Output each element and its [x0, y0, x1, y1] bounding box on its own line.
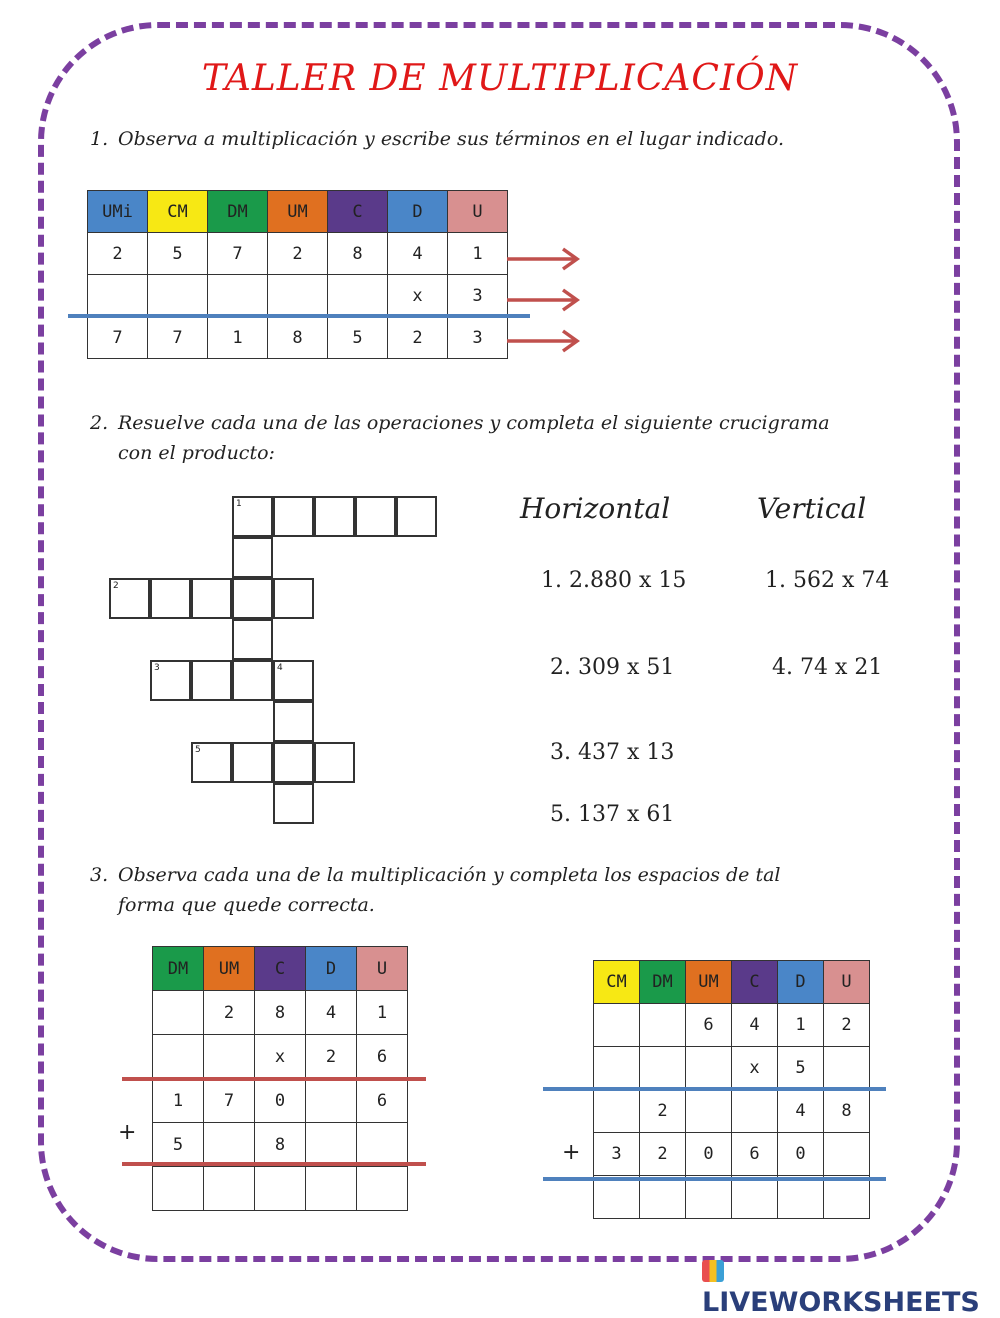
horizontal-clue-5: 5. 137 x 61	[550, 802, 675, 827]
header-dm: DM	[640, 961, 686, 1004]
question-3-number: 3.	[90, 864, 109, 886]
cell-r1-c1[interactable]	[148, 275, 208, 317]
crossword-cell[interactable]	[273, 578, 314, 619]
horizontal-heading: Horizontal	[520, 492, 671, 525]
cell-r3-c2: 0	[686, 1133, 732, 1176]
header-c: C	[732, 961, 778, 1004]
cell-r1-c5: x	[388, 275, 448, 317]
crossword-cell[interactable]	[191, 660, 232, 701]
cell-r2-c6: 3	[448, 317, 508, 359]
question-1-number: 1.	[90, 128, 109, 150]
right-product-line	[543, 1087, 886, 1091]
cell-r4-c4[interactable]	[778, 1176, 824, 1219]
cell-r1-c5[interactable]	[824, 1047, 870, 1090]
left-sum-line	[122, 1162, 426, 1166]
cell-r4-c1[interactable]	[640, 1176, 686, 1219]
cell-r2-c4: 6	[357, 1079, 408, 1123]
cell-r1-c4[interactable]	[328, 275, 388, 317]
question-2-number: 2.	[90, 412, 109, 434]
logo-text: LIVEWORKSHEETS	[702, 1287, 980, 1318]
cell-r0-c3: 4	[306, 991, 357, 1035]
cell-r2-c2: 1	[208, 317, 268, 359]
cell-r0-c1: 2	[204, 991, 255, 1035]
crossword-cell[interactable]	[150, 578, 191, 619]
crossword-cell[interactable]	[232, 578, 273, 619]
crossword-cell[interactable]	[273, 660, 314, 701]
cell-r0-c4: 1	[357, 991, 408, 1035]
arrow-row-3	[507, 331, 577, 351]
cell-r1-c3: x	[732, 1047, 778, 1090]
horizontal-clue-1: 1. 2.880 x 15	[541, 568, 687, 593]
left-plus-sign: +	[118, 1120, 137, 1145]
cell-r0-c3: 4	[732, 1004, 778, 1047]
crossword-number-1: 1	[236, 499, 242, 509]
crossword-cell[interactable]	[273, 783, 314, 824]
header-um: UM	[268, 191, 328, 233]
crossword-cell[interactable]	[191, 578, 232, 619]
cell-r1-c0[interactable]	[153, 1035, 204, 1079]
logo-icon	[702, 1260, 724, 1282]
question-3-text-line2: forma que quede correcta.	[118, 894, 375, 916]
cell-r0-c5: 2	[824, 1004, 870, 1047]
cell-r4-c2[interactable]	[255, 1167, 306, 1211]
cell-r1-c1[interactable]	[204, 1035, 255, 1079]
cell-r4-c3[interactable]	[306, 1167, 357, 1211]
question-2-instruction	[90, 408, 830, 468]
header-dm: DM	[153, 947, 204, 991]
header-c: C	[255, 947, 306, 991]
crossword-cell[interactable]	[191, 742, 232, 783]
cell-r1-c2: x	[255, 1035, 306, 1079]
cell-r0-c4: 1	[778, 1004, 824, 1047]
cell-r0-c2: 7	[208, 233, 268, 275]
crossword-cell[interactable]	[273, 742, 314, 783]
cell-r2-c2[interactable]	[686, 1090, 732, 1133]
cell-r4-c0[interactable]	[594, 1176, 640, 1219]
cell-r2-c4: 4	[778, 1090, 824, 1133]
horizontal-clue-2: 2. 309 x 51	[550, 655, 675, 680]
sum-line	[68, 314, 530, 318]
cell-r3-c1[interactable]	[204, 1123, 255, 1167]
cell-r2-c5: 8	[824, 1090, 870, 1133]
header-um: UM	[686, 961, 732, 1004]
cell-r2-c3[interactable]	[306, 1079, 357, 1123]
header-d: D	[306, 947, 357, 991]
crossword-cell[interactable]	[273, 496, 314, 537]
header-c: C	[328, 191, 388, 233]
header-d: D	[388, 191, 448, 233]
question-3-text-line1: Observa cada una de la multiplicación y completa los espacios de tal	[118, 864, 781, 886]
cell-r3-c4[interactable]	[357, 1123, 408, 1167]
crossword-cell[interactable]	[232, 742, 273, 783]
header-d: D	[778, 961, 824, 1004]
crossword-cell[interactable]	[232, 619, 273, 660]
cell-r4-c2[interactable]	[686, 1176, 732, 1219]
right-plus-sign: +	[562, 1140, 581, 1165]
arrow-row-2	[507, 290, 577, 310]
cell-r0-c5: 4	[388, 233, 448, 275]
question-2-text-line2: con el producto:	[118, 442, 275, 464]
cell-r0-c2: 8	[255, 991, 306, 1035]
cell-r4-c4[interactable]	[357, 1167, 408, 1211]
arrows-group	[505, 240, 585, 360]
cell-r3-c0: 5	[153, 1123, 204, 1167]
header-u: U	[824, 961, 870, 1004]
cell-r4-c0[interactable]	[153, 1167, 204, 1211]
cell-r2-c0: 7	[88, 317, 148, 359]
cell-r3-c3: 6	[732, 1133, 778, 1176]
cell-r1-c0[interactable]	[88, 275, 148, 317]
header-cm: CM	[594, 961, 640, 1004]
question-2-text-line1: Resuelve cada una de las operaciones y completa el siguiente crucigrama	[118, 412, 830, 434]
crossword-number-4: 4	[277, 663, 283, 673]
crossword-cell[interactable]	[273, 701, 314, 742]
crossword-number-3: 3	[154, 663, 160, 673]
cell-r3-c2: 8	[255, 1123, 306, 1167]
cell-r1-c1[interactable]	[640, 1047, 686, 1090]
vertical-clue-4: 4. 74 x 21	[772, 655, 883, 680]
right-sum-line	[543, 1177, 886, 1181]
header-um: UM	[204, 947, 255, 991]
page-title: TALLER DE MULTIPLICACIÓN	[201, 58, 799, 99]
cell-r0-c1[interactable]	[640, 1004, 686, 1047]
cell-r0-c2: 6	[686, 1004, 732, 1047]
cell-r1-c3: 2	[306, 1035, 357, 1079]
cell-r1-c6: 3	[448, 275, 508, 317]
vertical-clue-1: 1. 562 x 74	[765, 568, 890, 593]
cell-r4-c1[interactable]	[204, 1167, 255, 1211]
cell-r3-c0: 3	[594, 1133, 640, 1176]
cell-r2-c1: 2	[640, 1090, 686, 1133]
crossword-number-5: 5	[195, 745, 201, 755]
question-3-instruction	[90, 860, 781, 920]
cell-r0-c0[interactable]	[153, 991, 204, 1035]
cell-r2-c1: 7	[148, 317, 208, 359]
cell-r1-c2[interactable]	[686, 1047, 732, 1090]
crossword-cell[interactable]	[232, 660, 273, 701]
crossword-cell[interactable]	[314, 496, 355, 537]
left-product-line	[122, 1077, 426, 1081]
cell-r0-c1: 5	[148, 233, 208, 275]
cell-r1-c3[interactable]	[268, 275, 328, 317]
crossword-cell[interactable]	[232, 537, 273, 578]
horizontal-clue-3: 3. 437 x 13	[550, 740, 675, 765]
liveworksheets-logo	[702, 1256, 1000, 1318]
crossword-cell[interactable]	[355, 496, 396, 537]
vertical-heading: Vertical	[757, 492, 867, 525]
cell-r2-c3: 8	[268, 317, 328, 359]
cell-r3-c1: 2	[640, 1133, 686, 1176]
header-u: U	[357, 947, 408, 991]
question-1-text: Observa a multiplicación y escribe sus términos en el lugar indicado.	[118, 128, 784, 150]
crossword-cell[interactable]	[150, 660, 191, 701]
cell-r3-c3[interactable]	[306, 1123, 357, 1167]
cell-r4-c3[interactable]	[732, 1176, 778, 1219]
cell-r3-c5[interactable]	[824, 1133, 870, 1176]
crossword-cell[interactable]	[396, 496, 437, 537]
crossword-cell[interactable]	[109, 578, 150, 619]
cell-r2-c1: 7	[204, 1079, 255, 1123]
cell-r1-c4: 6	[357, 1035, 408, 1079]
cell-r3-c4: 0	[778, 1133, 824, 1176]
place-value-table-1	[87, 190, 508, 359]
cell-r2-c0: 1	[153, 1079, 204, 1123]
cell-r1-c0[interactable]	[594, 1047, 640, 1090]
crossword-cell[interactable]	[314, 742, 355, 783]
cell-r2-c2: 0	[255, 1079, 306, 1123]
cell-r0-c4: 8	[328, 233, 388, 275]
cell-r0-c0: 2	[88, 233, 148, 275]
cell-r1-c4: 5	[778, 1047, 824, 1090]
cell-r4-c5[interactable]	[824, 1176, 870, 1219]
cell-r2-c3[interactable]	[732, 1090, 778, 1133]
cell-r1-c2[interactable]	[208, 275, 268, 317]
arrow-row-1	[507, 249, 577, 269]
cell-r2-c4: 5	[328, 317, 388, 359]
header-dm: DM	[208, 191, 268, 233]
cell-r2-c0[interactable]	[594, 1090, 640, 1133]
crossword-number-2: 2	[113, 581, 119, 591]
header-umi: UMi	[88, 191, 148, 233]
crossword-cell[interactable]	[232, 496, 273, 537]
question-1-instruction	[90, 128, 784, 150]
cell-r0-c0[interactable]	[594, 1004, 640, 1047]
header-cm: CM	[148, 191, 208, 233]
cell-r2-c5: 2	[388, 317, 448, 359]
header-u: U	[448, 191, 508, 233]
cell-r0-c6: 1	[448, 233, 508, 275]
cell-r0-c3: 2	[268, 233, 328, 275]
